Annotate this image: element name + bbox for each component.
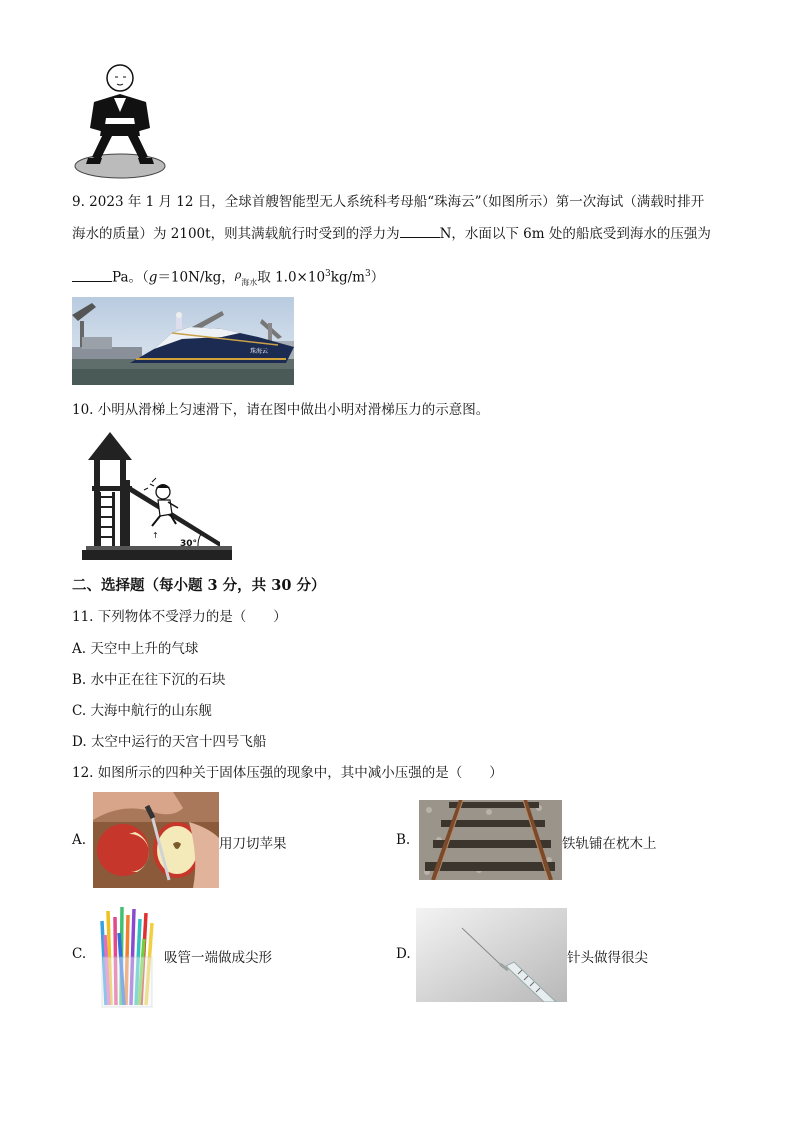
slide-diagram (80, 430, 246, 564)
q9-rho-subscript: 海水 (241, 278, 258, 288)
q9-density-value: 取 1.0×10 (257, 269, 326, 286)
q12-option-d-letter[interactable]: D. (396, 946, 411, 962)
option-text: 水中正在往下沉的石块 (90, 672, 226, 688)
q9-g-symbol: g (148, 269, 158, 286)
q9-unit-pa: Pa。（ (112, 269, 149, 286)
q12-option-b-caption: 铁轨铺在枕木上 (562, 836, 657, 852)
q9-line2-text-b: N，水面以下 6m 处的船底受到海水的压强为 (439, 226, 711, 242)
ship-name-label: 珠海云 (250, 348, 269, 355)
option-text: 天空中上升的气球 (90, 641, 199, 657)
q12-option-c-caption: 吸管一端做成尖形 (164, 950, 272, 966)
q11-option-c[interactable] (72, 701, 212, 721)
option-letter: A. (72, 641, 87, 657)
answer-blank-pressure[interactable] (72, 267, 112, 282)
section-title: 二、选择题（每小题 3 分，共 30 分） (72, 577, 326, 594)
q12-text: 12. 如图所示的四种关于固体压强的现象中，其中减小压强的是（ ） (72, 765, 503, 781)
slide-angle-label: 30° (180, 539, 198, 549)
q11-option-a[interactable] (72, 639, 198, 659)
apple-cutting-photo (93, 792, 219, 888)
q12-option-c-letter[interactable]: C. (72, 946, 87, 962)
q9-g-value: ＝10N/kg， (157, 269, 235, 286)
q9-density-exp: 3 (325, 269, 331, 279)
horse-stance-figure (72, 62, 172, 180)
q9-line2-text: 海水的质量）为 2100t，则其满载航行时受到的浮力为 (72, 226, 400, 242)
option-letter: D. (72, 734, 87, 750)
q12-option-d-caption: 针头做得很尖 (567, 950, 648, 966)
q9-close-paren: ） (370, 269, 385, 286)
syringe-needle-photo (416, 908, 567, 1002)
option-letter: C. (72, 703, 87, 719)
ship-photo (72, 297, 294, 385)
q9-line2 (72, 223, 711, 244)
q9-line1: 9. 2023 年 1 月 12 日，全球首艘智能型无人系统科考母船“珠海云”（如图所示）第一次海试（满载时排开 (72, 194, 705, 210)
q9-density-unit: kg/m (330, 269, 365, 286)
option-letter: B. (72, 672, 87, 688)
q12-option-b-letter[interactable]: B. (396, 832, 411, 848)
option-text: 太空中运行的天宫十四号飞船 (90, 734, 267, 750)
q11-text: 11. 下列物体不受浮力的是（ ） (72, 609, 287, 625)
q9-rho-symbol: ρ (234, 268, 242, 282)
option-text: 大海中航行的山东舰 (90, 703, 212, 719)
q9-line3 (72, 264, 384, 293)
q12-option-a-caption: 用刀切苹果 (219, 836, 287, 852)
q11-option-b[interactable] (72, 670, 226, 690)
q12-option-a-letter[interactable]: A. (72, 832, 87, 848)
answer-blank-buoyancy[interactable] (400, 223, 440, 238)
railway-track-photo (419, 800, 562, 880)
q9-density-unit-exp: 3 (364, 269, 371, 279)
q11-option-d[interactable] (72, 732, 266, 752)
svg-text:↑: ↑ (152, 531, 159, 540)
straws-photo (98, 905, 156, 1009)
q10-text: 10. 小明从滑梯上匀速滑下，请在图中做出小明对滑梯压力的示意图。 (72, 402, 490, 418)
